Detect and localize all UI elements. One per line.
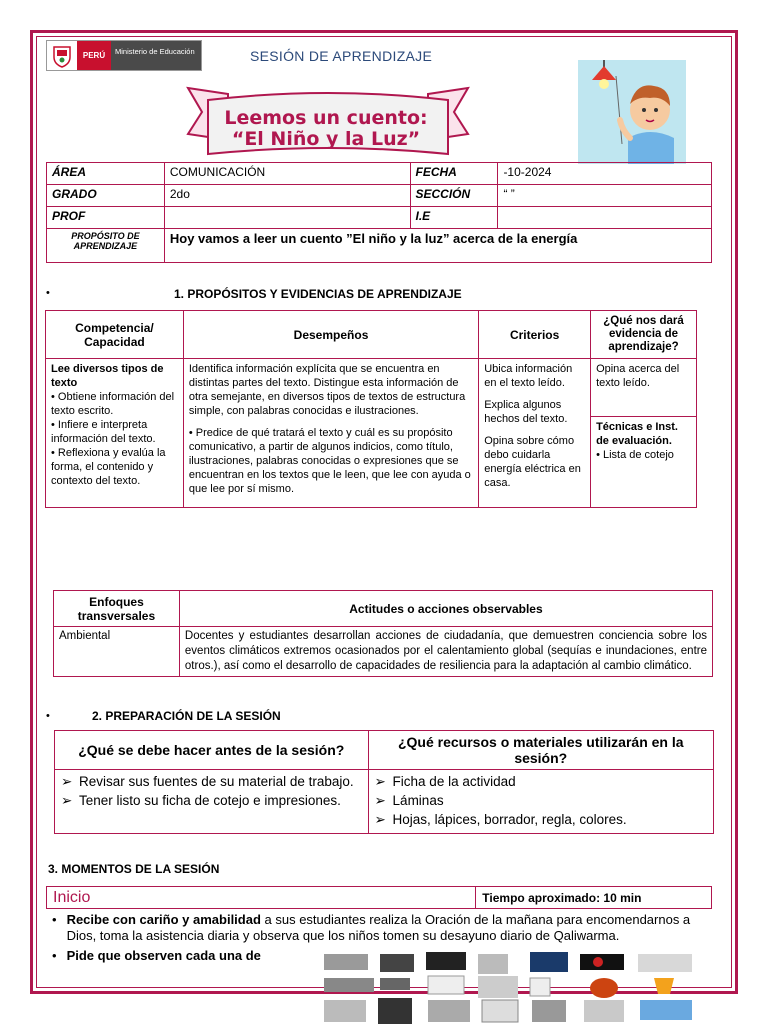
fecha-label: FECHA <box>410 163 498 185</box>
prof-label: PROF <box>47 207 165 229</box>
prof-value <box>164 207 410 229</box>
list-item <box>375 811 707 828</box>
recurso-item: Láminas <box>392 793 444 808</box>
criterio-item: Opina sobre cómo debo cuidarla energía eléctrica en casa. <box>484 435 581 489</box>
recurso-item: Hojas, lápices, borrador, regla, colores. <box>392 812 627 827</box>
inicio-label: Inicio <box>47 887 476 909</box>
antes-item: Revisar sus fuentes de su material de trabajo. <box>79 774 354 789</box>
lesson-title-line1: Leemos un cuento: <box>224 107 428 129</box>
competencias-row <box>46 359 697 417</box>
momentos-table <box>46 886 712 909</box>
preparacion-header-row <box>55 731 714 770</box>
arrow-bullet-icon: ➢ <box>374 774 386 789</box>
lesson-title <box>195 108 457 150</box>
enfoques-header-row <box>54 591 713 627</box>
inicio-row <box>47 887 712 909</box>
peru-shield-icon <box>47 41 77 70</box>
criterios-cell <box>479 359 591 508</box>
preparacion-table <box>54 730 714 834</box>
col-desempenos: Desempeños <box>183 311 478 359</box>
section3-heading: 3. MOMENTOS DE LA SESIÓN <box>48 862 220 876</box>
boy-lamp-illustration <box>578 60 686 164</box>
info-row-grado <box>47 185 712 207</box>
competencias-header-row <box>46 311 697 359</box>
area-value: COMUNICACIÓN <box>164 163 410 185</box>
recursos-cell <box>368 770 713 834</box>
appliance-row-1 <box>324 952 692 974</box>
lesson-title-line2: “El Niño y la Luz” <box>231 128 421 150</box>
section1-heading: 1. PROPÓSITOS Y EVIDENCIAS DE APRENDIZAJE <box>174 287 462 301</box>
actitud-value: Docentes y estudiantes desarrollan acciones de ciudadanía, que demuestren conciencia sobre los eventos climáticos extremos ocasionados por el calentamiento global (sequías e inundaciones, entre otros.), así como el desarrollo de capacidades de resiliencia para la adaptación al cambio climático. <box>179 627 712 677</box>
preparacion-row <box>55 770 714 834</box>
inicio-item-1 <box>67 912 702 944</box>
enfoques-row <box>54 627 713 677</box>
competencia-cell <box>46 359 184 508</box>
list-item <box>52 912 702 944</box>
proposito-value: Hoy vamos a leer un cuento ”El niño y la luz” acerca de la energía <box>164 229 711 263</box>
ie-value <box>498 207 712 229</box>
info-row-area <box>47 163 712 185</box>
session-title: SESIÓN DE APRENDIZAJE <box>250 48 433 64</box>
competencias-table <box>45 310 697 508</box>
list-item <box>375 792 707 809</box>
col-criterios: Criterios <box>479 311 591 359</box>
col-competencia: Competencia/ Capacidad <box>46 311 184 359</box>
appliance-row-3 <box>324 998 692 1024</box>
competencia-title: Lee diversos tipos de texto <box>51 363 164 389</box>
section2-bullet: • <box>46 710 50 722</box>
proposito-label: PROPÓSITO DE APRENDIZAJE <box>47 229 165 263</box>
list-item <box>61 773 362 790</box>
bullet-icon: • <box>52 912 57 927</box>
arrow-bullet-icon: ➢ <box>61 774 73 789</box>
seccion-value: “ ” <box>498 185 712 207</box>
list-item <box>375 773 707 790</box>
info-row-prof <box>47 207 712 229</box>
fecha-value: -10-2024 <box>498 163 712 185</box>
enfoque-value: Ambiental <box>54 627 180 677</box>
desempenos-cell <box>183 359 478 508</box>
bullet-icon: • <box>52 948 57 963</box>
tecnicas-cell <box>591 417 697 508</box>
col-antes: ¿Qué se debe hacer antes de la sesión? <box>55 731 369 770</box>
col-enfoques: Enfoques transversales <box>54 591 180 627</box>
recurso-item: Ficha de la actividad <box>392 774 516 789</box>
section2-heading: 2. PREPARACIÓN DE LA SESIÓN <box>92 709 281 723</box>
seccion-label: SECCIÓN <box>410 185 498 207</box>
grado-label: GRADO <box>47 185 165 207</box>
competencia-item: • Infiere e interpreta información del texto. <box>51 419 156 445</box>
col-evidencia: ¿Qué nos dará evidencia de aprendizaje? <box>591 311 697 359</box>
competencia-item: • Reflexiona y evalúa la forma, el contenido y contexto del texto. <box>51 447 166 487</box>
competencia-item: • Obtiene información del texto escrito. <box>51 391 175 417</box>
logo-country: PERÚ <box>77 41 111 70</box>
col-recursos: ¿Qué recursos o materiales utilizarán en la sesión? <box>368 731 713 770</box>
section1-bullet: • <box>46 287 50 299</box>
criterio-item: Explica algunos hechos del texto. <box>484 399 568 425</box>
grado-value: 2do <box>164 185 410 207</box>
inicio-item-2-bold: Pide que observen cada una de <box>66 948 261 963</box>
evidencia-cell: Opina acerca del texto leído. <box>591 359 697 417</box>
inicio-item-1-text: a sus estudiantes realiza la Oración de la mañana para encomendarnos a Dios, toma la asistencia diaria y observa que los niños tomen su desayuno diario de Qaliwarma. <box>66 912 691 943</box>
area-label: ÁREA <box>47 163 165 185</box>
tecnicas-value: • Lista de cotejo <box>596 449 674 461</box>
appliances-image <box>318 950 698 1024</box>
inicio-item-1-bold: Recibe con cariño y amabilidad <box>66 912 261 927</box>
arrow-bullet-icon: ➢ <box>374 793 386 808</box>
antes-item: Tener listo su ficha de cotejo e impresiones. <box>79 793 341 808</box>
enfoques-table <box>53 590 713 677</box>
desempeno-2: • Predice de qué tratará el texto y cuál es su propósito comunicativo, a partir de algunos indicios, como título, ilustraciones, palabras conocidas o expresiones que se encuentran en los textos que le leen, que lee con ayuda o que lee por sí mismo. <box>188 427 471 495</box>
arrow-bullet-icon: ➢ <box>374 812 386 827</box>
appliance-row-2 <box>324 976 674 998</box>
list-item <box>61 792 362 809</box>
criterio-item: Ubica información en el texto leído. <box>484 363 573 389</box>
desempeno-1: Identifica información explícita que se encuentra en distintas partes del texto. Distingue esta información de otra semejante, en diversos tipos de textos de estructura simple, con palabras conocidas e ilustraciones. <box>188 363 466 417</box>
col-actitudes: Actitudes o acciones observables <box>179 591 712 627</box>
minedu-logo <box>46 40 202 71</box>
tecnicas-label: Técnicas e Inst. de evaluación. <box>596 421 678 447</box>
arrow-bullet-icon: ➢ <box>61 793 73 808</box>
ie-label: I.E <box>410 207 498 229</box>
session-info-table <box>46 162 712 263</box>
logo-ministry: Ministerio de Educación <box>111 41 201 70</box>
antes-cell <box>55 770 369 834</box>
info-row-proposito <box>47 229 712 263</box>
tiempo-label: Tiempo aproximado: 10 min <box>476 887 712 909</box>
